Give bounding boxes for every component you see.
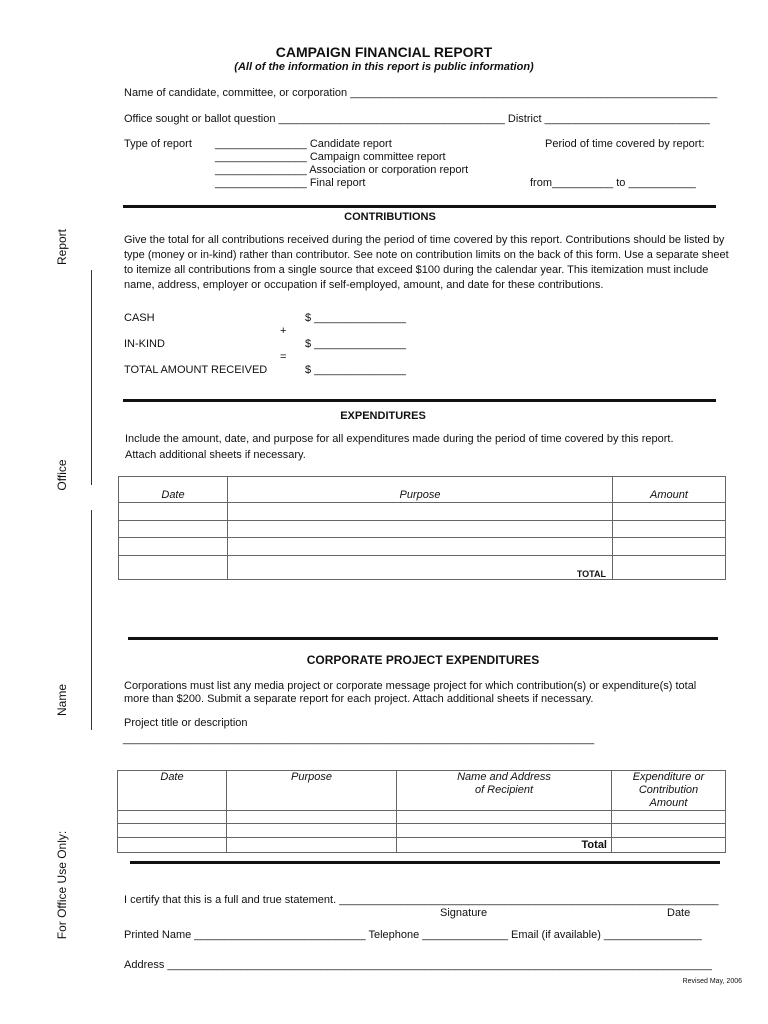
page-subtitle: (All of the information in this report is public information) (234, 61, 534, 73)
section-divider (130, 861, 720, 864)
column-amount: Amount (613, 477, 726, 503)
table-row[interactable] (119, 521, 726, 538)
project-title-label: Project title or description (124, 717, 248, 729)
section-divider (123, 399, 716, 402)
cash-amount-field[interactable]: $ _______________ (305, 312, 406, 324)
table-header-row (118, 771, 726, 811)
candidate-name-field[interactable]: Name of candidate, committee, or corporation ____________________________________________________________ (124, 87, 718, 99)
corporate-instructions-2: more than $200. Submit a separate report for each project. Attach additional sheets if necessary. (124, 693, 594, 705)
column-recipient: Name and Address of Recipient (397, 771, 612, 811)
cash-label: CASH (124, 312, 155, 324)
contributions-instructions: Give the total for all contributions received during the period of time covered by this report. Contributions should be listed by type (money or in-kind) rather than contributor. See note on contribution limits on the back of this form. Use a separate sheet to itemize all contributions from a single source that exceed $100 during the calendar year. This itemization must include name, address, employer or occupation if self-employed, amount, and date for these contributions. (124, 234, 729, 291)
total-label: Total (397, 838, 612, 853)
type-of-report-label: Type of report (124, 138, 192, 150)
column-date: Date (119, 477, 228, 503)
type-candidate[interactable]: _______________ Candidate report (215, 138, 392, 150)
plus-sign: + (280, 325, 287, 337)
section-divider (128, 637, 718, 640)
table-row[interactable] (119, 503, 726, 521)
total-received-field[interactable]: $ _______________ (305, 364, 406, 376)
contributions-heading: CONTRIBUTIONS (344, 211, 436, 223)
office-use-office-line (91, 510, 92, 730)
total-label: TOTAL (228, 556, 613, 580)
date-label: Date (667, 907, 691, 919)
inkind-amount-field[interactable]: $ _______________ (305, 338, 406, 350)
table-row[interactable] (119, 538, 726, 556)
column-date: Date (118, 771, 227, 811)
type-association[interactable]: _______________ Association or corporation report (215, 164, 469, 176)
office-use-office-label: Office (55, 459, 69, 491)
revision-note: Revised May, 2006 (682, 978, 742, 985)
type-committee[interactable]: _______________ Campaign committee report (215, 151, 446, 163)
equals-sign: = (280, 351, 287, 363)
page-title: CAMPAIGN FINANCIAL REPORT (275, 44, 493, 60)
printed-name-phone-email-field[interactable]: Printed Name ____________________________ Telephone ______________ Email (if available) ________________ (124, 929, 702, 941)
inkind-label: IN-KIND (124, 338, 165, 350)
column-purpose: Purpose (228, 477, 613, 503)
total-row[interactable] (118, 838, 726, 853)
table-row[interactable] (118, 824, 726, 838)
corporate-instructions-1: Corporations must list any media project or corporate message project for which contribution(s) or expenditure(s) total (124, 680, 697, 692)
office-use-name-label: Name (55, 683, 69, 717)
expenditures-table (118, 476, 726, 580)
table-row[interactable] (118, 811, 726, 824)
office-use-only-label: For Office Use Only: (55, 830, 69, 940)
office-use-report-line (91, 270, 92, 485)
section-divider (123, 205, 716, 208)
total-received-label: TOTAL AMOUNT RECEIVED (124, 364, 268, 376)
column-amount: Expenditure or Contribution Amount (612, 771, 726, 811)
signature-label: Signature (440, 907, 488, 919)
expenditures-instructions-1: Include the amount, date, and purpose for all expenditures made during the period of time covered by this report. (125, 433, 674, 445)
type-final[interactable]: _______________ Final report (215, 177, 366, 189)
expenditures-heading: EXPENDITURES (340, 410, 426, 422)
total-amount-cell[interactable] (612, 838, 726, 853)
certify-signature-field[interactable]: I certify that this is a full and true statement. ______________________________________________________________ (124, 894, 719, 906)
column-purpose: Purpose (227, 771, 397, 811)
corporate-heading: CORPORATE PROJECT EXPENDITURES (306, 653, 540, 667)
corporate-table (117, 770, 726, 853)
total-amount-cell[interactable] (613, 556, 726, 580)
total-row[interactable] (119, 556, 726, 580)
period-label: Period of time covered by report: (545, 138, 705, 150)
office-district-field[interactable]: Office sought or ballot question _____________________________________ District ___________________________ (124, 113, 710, 125)
table-header-row (119, 477, 726, 503)
address-field[interactable]: Address _________________________________________________________________________________________ (124, 959, 712, 971)
period-from-to-field[interactable]: from__________ to ___________ (530, 177, 696, 189)
project-title-field[interactable]: _____________________________________________________________________________ (123, 733, 595, 745)
office-use-report-label: Report (55, 228, 69, 266)
expenditures-instructions-2: Attach additional sheets if necessary. (125, 449, 306, 461)
